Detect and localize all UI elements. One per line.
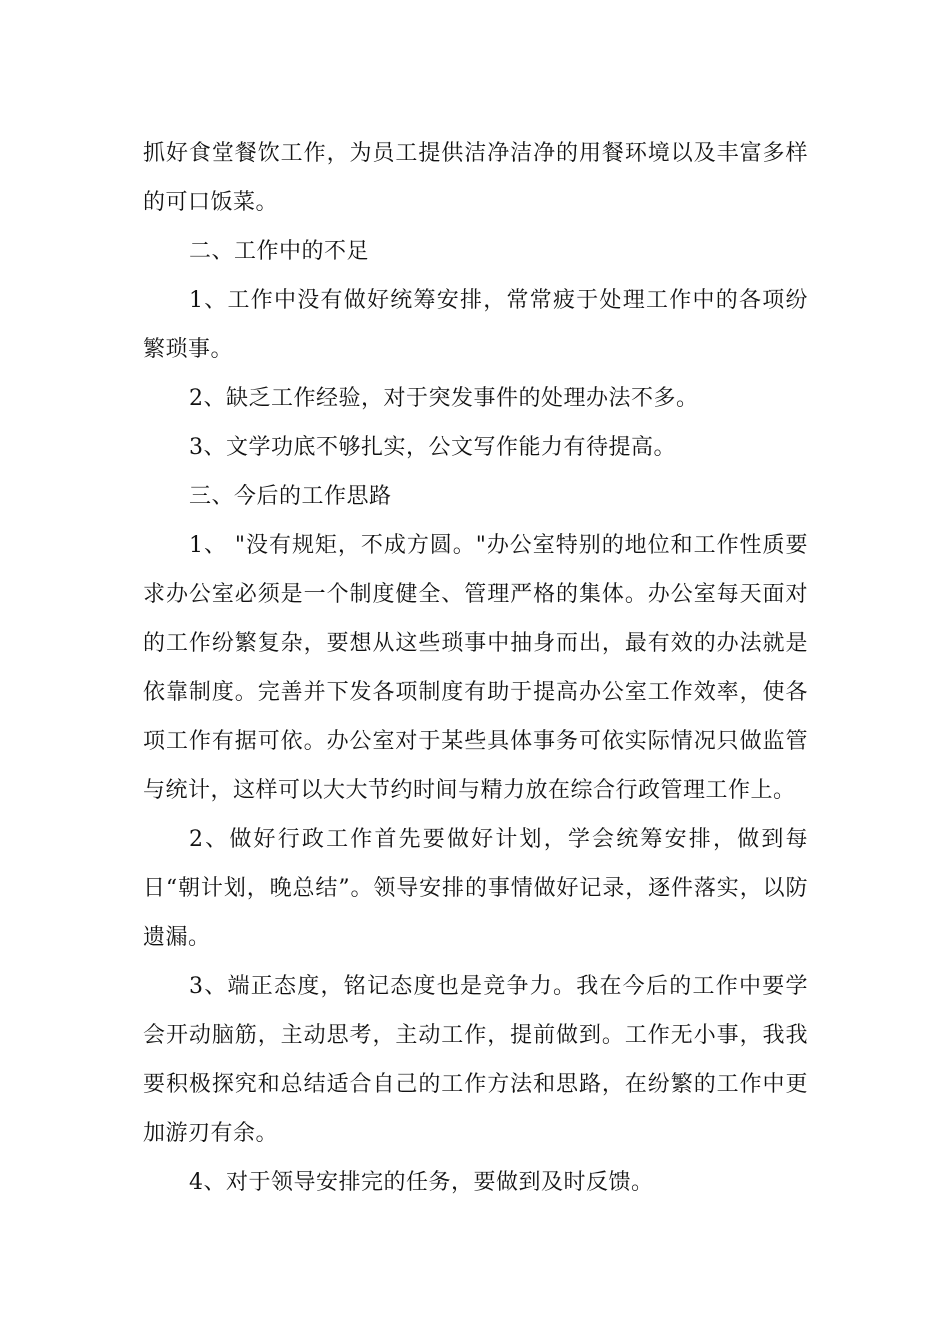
section-heading-future-plans: 三、今后的工作思路 bbox=[189, 484, 392, 509]
paragraph-plan-1: 1、 "没有规矩，不成方圆。"办公室特别的地位和工作性质要求办公室必须是一个制度健全、管理严格的集体。办公室每天面对的工作纷繁复杂，要想从这些琐事中抽身而出，最有效的办法就是依靠制度。完善并下发各项制度有助于提高办公室工作效率，使各项工作有据可依。办公室对于某些具体事务可依实际情况只做监管与统计，这样可以大大节约时间与精力放在综合行政管理工作上。 bbox=[143, 533, 808, 803]
document-body bbox=[143, 129, 808, 1207]
paragraph-shortcoming-2: 2、缺乏工作经验，对于突发事件的处理办法不多。 bbox=[189, 386, 699, 411]
paragraph-continuation: 抓好食堂餐饮工作，为员工提供洁净洁净的用餐环境以及丰富多样的可口饭菜。 bbox=[143, 141, 808, 215]
paragraph-plan-4: 4、对于领导安排完的任务，要做到及时反馈。 bbox=[189, 1170, 654, 1195]
paragraph-shortcoming-3: 3、文学功底不够扎实，公文写作能力有待提高。 bbox=[189, 435, 676, 460]
paragraph-shortcoming-1: 1、工作中没有做好统筹安排，常常疲于处理工作中的各项纷繁琐事。 bbox=[143, 288, 808, 362]
section-heading-shortcomings: 二、工作中的不足 bbox=[189, 239, 370, 264]
paragraph-plan-3: 3、端正态度，铭记态度也是竞争力。我在今后的工作中要学会开动脑筋，主动思考，主动工作，提前做到。工作无小事，我我要积极探究和总结适合自己的工作方法和思路，在纷繁的工作中更加游刃有余。 bbox=[143, 974, 808, 1146]
paragraph-plan-2: 2、做好行政工作首先要做好计划，学会统筹安排，做到每日“朝计划，晚总结”。领导安排的事情做好记录，逐件落实，以防遗漏。 bbox=[143, 827, 808, 950]
